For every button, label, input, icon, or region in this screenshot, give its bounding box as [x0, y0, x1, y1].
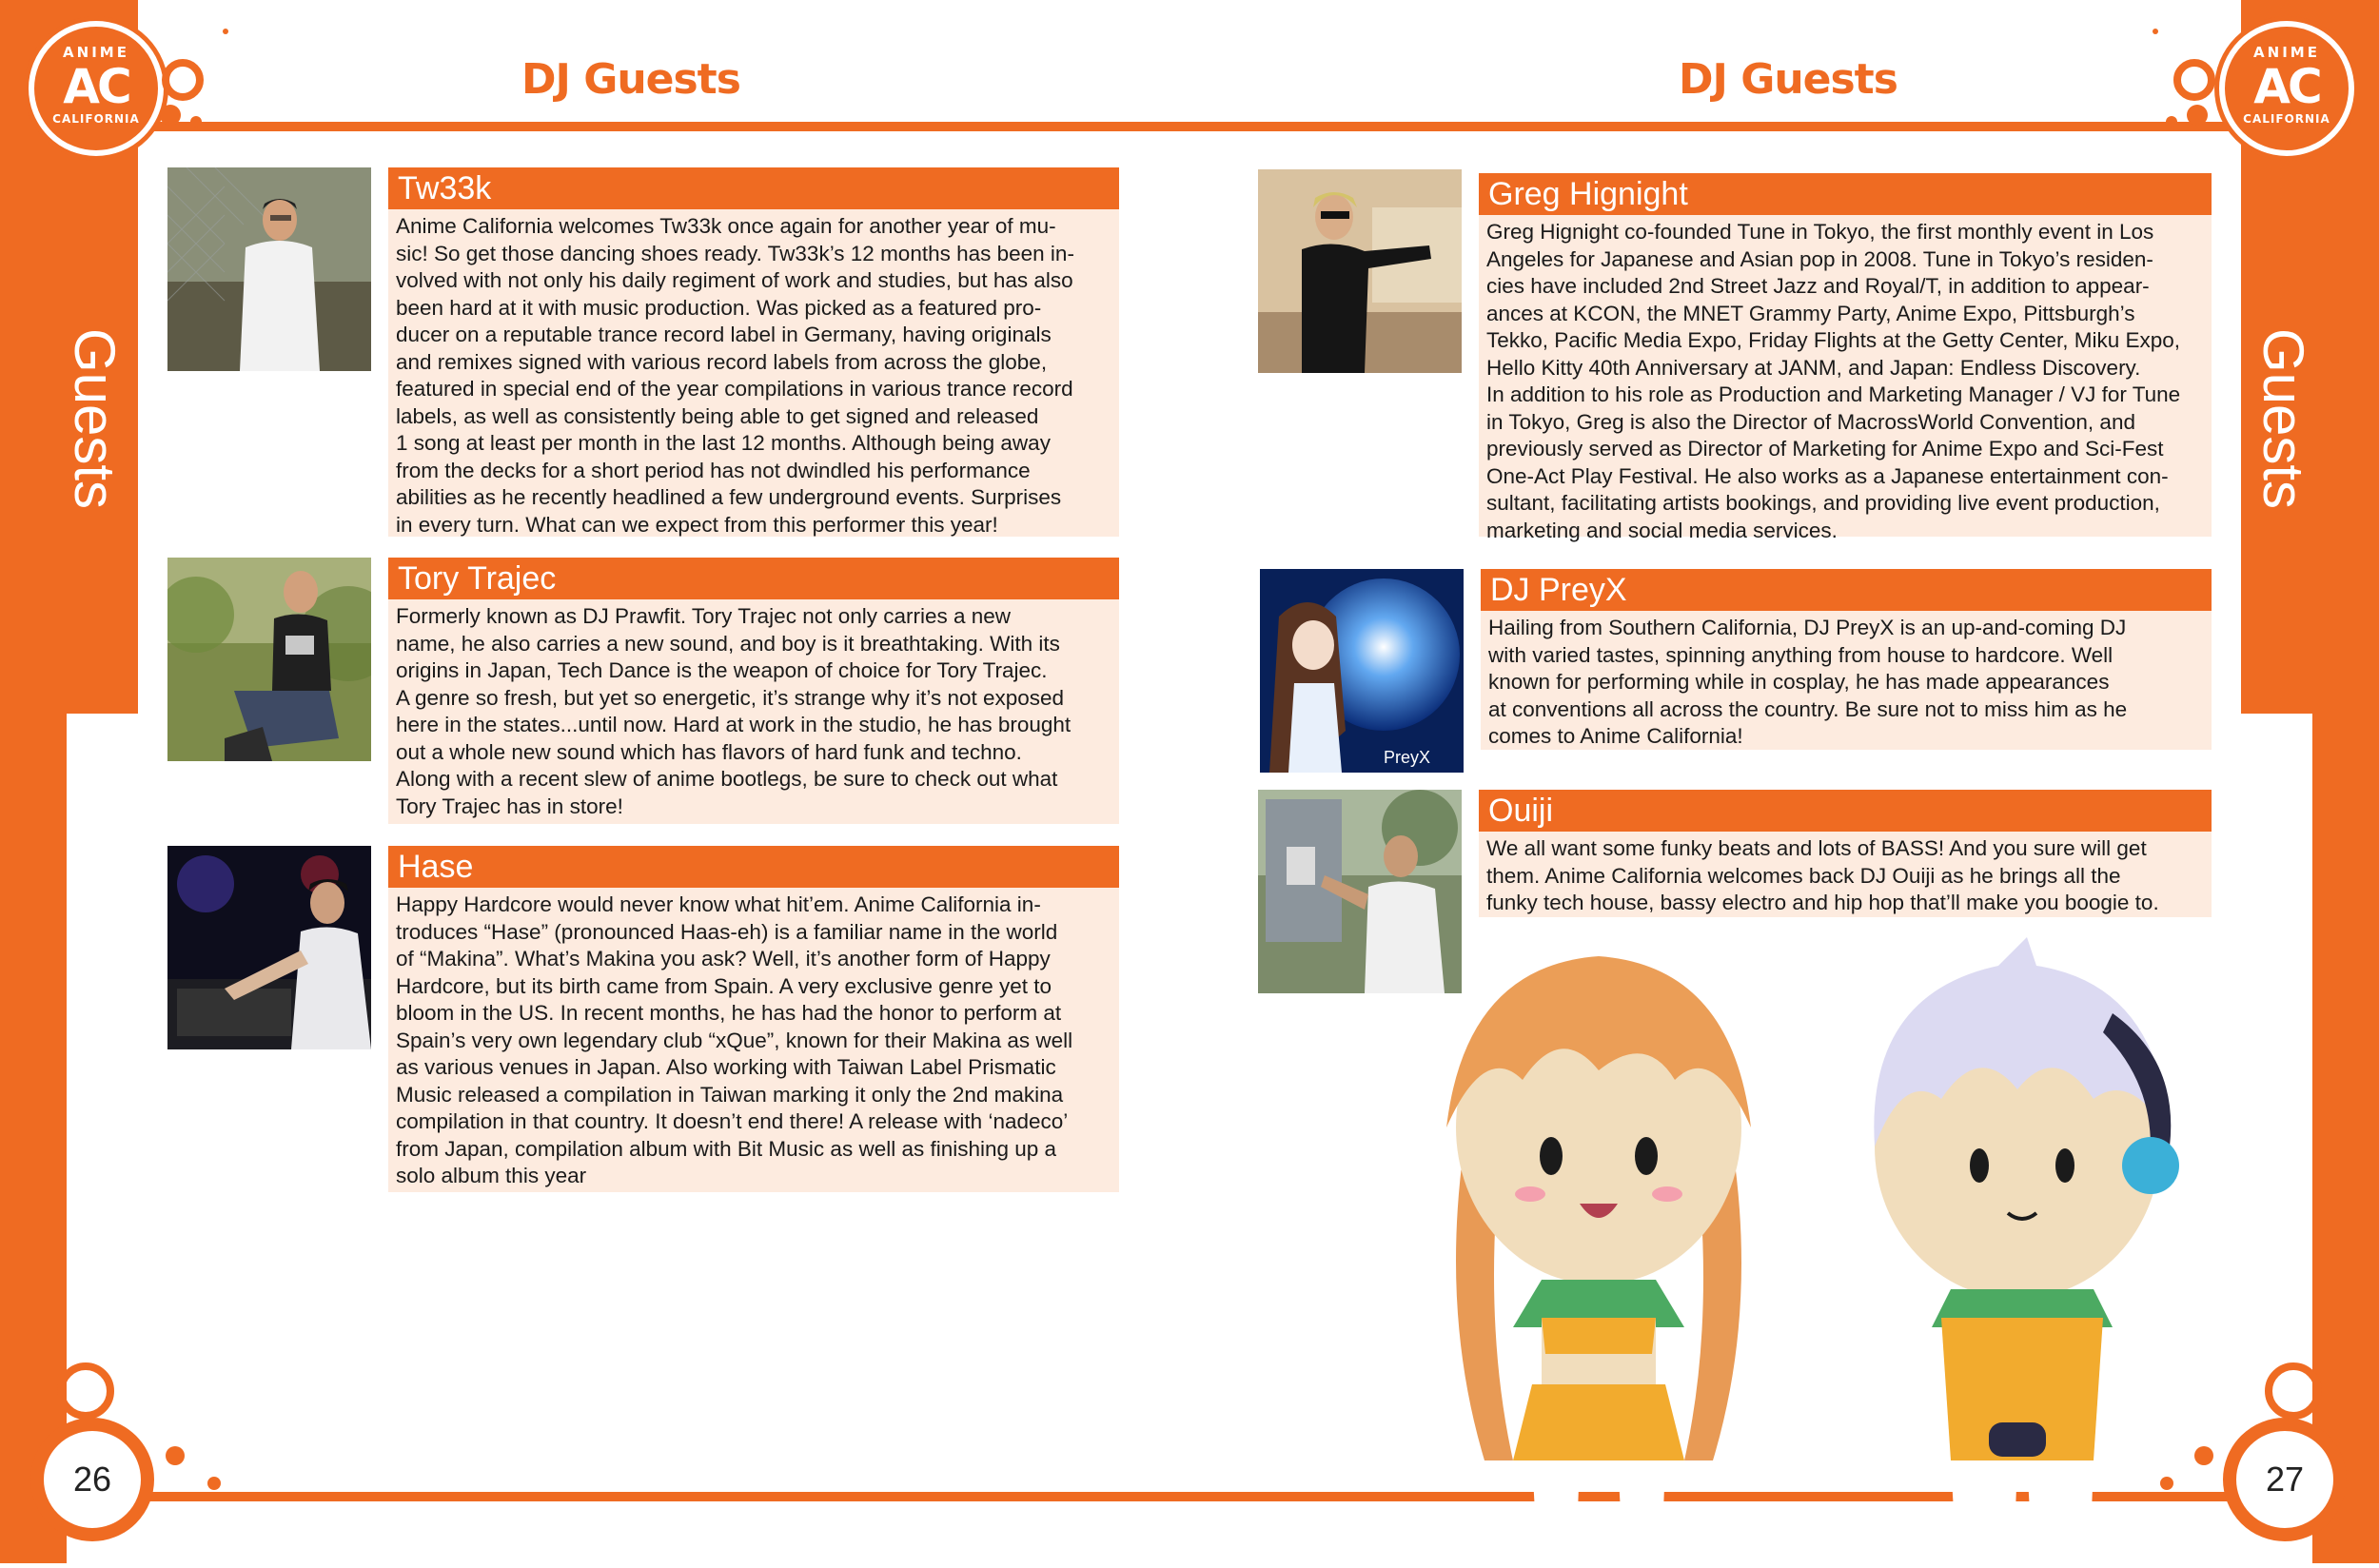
logo-bottom-word: CALIFORNIA — [52, 112, 140, 126]
dj-bio: Anime California welcomes Tw33k once again for another year of mu- sic! So get those dancing shoes ready. Tw33k’s 12 months has been in- volved with not only his daily regiment of work and studies, but has also been hard at it with music production. Was picked as a featured pro- ducer on a reputable trance record label in Germany, having originals and remixes signed with various record labels from across the globe, featured in special end of the year compilations in various trance record labels, as well as consistently being able to get signed and released 1 song at least per month in the last 12 months. Although being away from the decks for a short period has not dwindled his performance abilities as he recently headlined a few underground events. Surprises in every turn. What can we expect from this performer this year! — [388, 209, 1119, 537]
decorative-bubble — [166, 1446, 185, 1465]
right-side-band — [2312, 0, 2379, 1563]
decorative-bubble — [190, 116, 202, 127]
right-side-tab-label: Guests — [2251, 327, 2316, 510]
dj-bio: Happy Hardcore would never know what hit’em. Anime California in- troduces “Hase” (pronounced Haas-eh) is a familiar name in the world of “Makina”. What’s Makina you ask? Well, it’s another form of Happy Hardcore, but its birth came from Spain. A very exclusive genre yet to bloom in the US. In recent months, he has had the honor to perform at Spain’s very own legendary club “xQue”, known for their Makina as well as various venues in Japan. Also working with Taiwan Label Prismatic Music released a compilation in Taiwan marking it only the 2nd makina compilation in that country. It doesn’t end there! A release with ‘nadeco’ from Japan, compilation album with Bit Music as well as finishing up a solo album this year — [388, 888, 1119, 1192]
page-number-text: 27 — [2265, 1460, 2305, 1499]
decorative-bubble — [2187, 105, 2208, 126]
page-title-right: DJ Guests — [1679, 55, 1897, 104]
page-title-left: DJ Guests — [521, 55, 740, 104]
dj-name-bar: Greg Hignight — [1479, 173, 2212, 215]
dj-name-bar: Ouiji — [1479, 790, 2212, 832]
anime-california-logo-right — [2219, 21, 2354, 156]
logo-bottom-word: CALIFORNIA — [2243, 112, 2330, 126]
dj-name-bar: Hase — [388, 846, 1119, 888]
decorative-ring — [2265, 1362, 2322, 1420]
photo-caption: PreyX — [1384, 748, 1431, 767]
left-side-tab-label: Guests — [63, 327, 128, 510]
decorative-ring — [2173, 59, 2215, 101]
dj-name-bar: DJ PreyX — [1481, 569, 2212, 611]
orange-haired-mascot — [1446, 956, 1751, 1563]
anime-california-logo-left — [29, 21, 164, 156]
white-haired-mascot — [1874, 937, 2179, 1563]
dj-photo-tw33k — [167, 167, 371, 371]
logo-mark: AC — [2253, 59, 2320, 114]
logo-mark: AC — [63, 59, 129, 114]
dj-photo-greg-hignight — [1258, 169, 1462, 373]
logo-top-word: ANIME — [2253, 44, 2320, 61]
decorative-ring — [162, 59, 204, 101]
dj-bio: Greg Hignight co-founded Tune in Tokyo, the first monthly event in Los Angeles for Japanese and Asian pop in 2008. Tune in Tokyo’s residen- cies have included 2nd Street Jazz and Royal/T, in addition to appear- ances at KCON, the MNET Grammy Party, Anime Expo, Pittsburgh’s Tekko, Pacific Media Expo, Friday Flights at the Getty Center, Miku Expo, Hello Kitty 40th Anniversary at JANM, and Japan: Endless Discovery. In addition to his role as Production and Marketing Manager / VJ for Tune in Tokyo, Greg is also the Director of MacrossWorld Convention, and previously served as Director of Marketing for Anime Expo and Sci-Fest One-Act Play Festival. He also works as a Japanese entertainment con- sultant, facilitating artists bookings, and providing live event production, marketing and social media services. — [1479, 215, 2212, 537]
logo-top-word: ANIME — [63, 44, 129, 61]
dj-name-bar: Tw33k — [388, 167, 1119, 209]
decorative-bubble — [160, 105, 181, 126]
decorative-bubble — [223, 29, 228, 34]
chibi-mascots-illustration — [1370, 928, 2246, 1563]
dj-bio: We all want some funky beats and lots of BASS! And you sure will get them. Anime California welcomes back DJ Ouiji as he brings all the funky tech house, bassy electro and hip hop that’ll make you boogie to. — [1479, 832, 2212, 917]
decorative-ring — [57, 1362, 114, 1420]
page-number-text: 26 — [72, 1460, 112, 1499]
dj-name-bar: Tory Trajec — [388, 558, 1119, 599]
decorative-bubble — [2166, 116, 2177, 127]
dj-photo-tory-trajec — [167, 558, 371, 761]
left-side-band — [0, 0, 67, 1563]
decorative-bubble — [2153, 29, 2158, 34]
header-rule — [133, 122, 2246, 131]
dj-bio: Hailing from Southern California, DJ PreyX is an up-and-coming DJ with varied tastes, spinning anything from house to hardcore. Well known for performing while in cosplay, he has made appearances at conventions all across the country. Be sure not to miss him as he comes to Anime California! — [1481, 611, 2212, 750]
dj-photo-dj-preyx — [1260, 569, 1464, 773]
page-number-left — [30, 1418, 154, 1541]
dj-bio: Formerly known as DJ Prawfit. Tory Trajec not only carries a new name, he also carries a new sound, and boy is it breathtaking. With its origins in Japan, Tech Dance is the weapon of choice for Tory Trajec. A genre so fresh, but yet so energetic, it’s strange why it’s not exposed here in the states...until now. Hard at work in the studio, he has brought out a whole new sound which has flavors of hard funk and techno. Along with a recent slew of anime bootlegs, be sure to check out what Tory Trajec has in store! — [388, 599, 1119, 824]
decorative-bubble — [207, 1477, 221, 1490]
dj-photo-hase — [167, 846, 371, 1049]
